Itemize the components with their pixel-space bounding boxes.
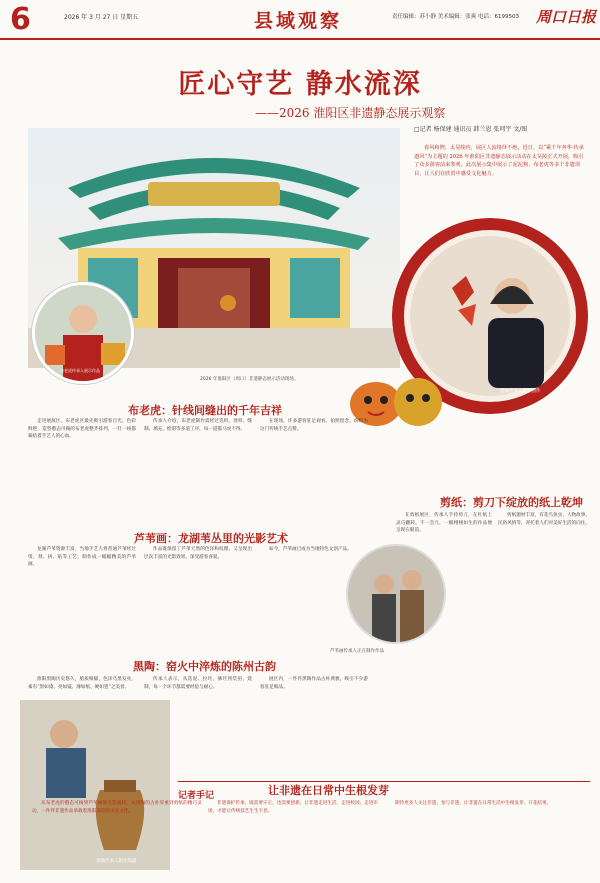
intro-paragraph: 春风和煦，太昊陵内，展区人流络绎不绝。近日，以“乘千年奔华·传承遗风”为主题的 2026 年淮阳区非遗静态展示活动在太昊陵正式开展，吸引了众多游客前来参观。此次展示集中展示了泥泥狗、布老虎等多个非遗项目，让人们在欣赏中感受文化魅力。 (414, 145, 584, 177)
reed-photo-caption: 芦苇画传承人正在制作作品 (330, 649, 384, 654)
issue-date: 2026 年 3 月 27 日 星期五 (64, 14, 139, 21)
section-paragraph: 传承人表示，从选泥、拉坯、修坯到装窑、烧制，每一个环节都需要经验与耐心。 (144, 677, 252, 690)
section-paragraph: 龙湖芦苇资源丰富，当地手艺人将普通芦苇经过烫、刻、拼、贴等工艺，制作成一幅幅精美的芦苇画。 (28, 547, 136, 568)
section-heading-cloth-tiger: 布老虎：针线间缝出的千年吉祥 (128, 404, 282, 417)
pottery-photo-caption: 黑陶传承人制作陶器 (96, 859, 137, 864)
section-paragraph: 传承人介绍，布老虎制作需经过选料、剪样、缝制、填充、绘彩等多道工序，每一道都马虎不得。 (144, 419, 252, 432)
section-paragraph: 走进展演区，布老虎区最先吸引游客目光。色彩鲜艳、造型憨态可掬的布老虎整齐排列，一针一线都凝结着手艺人的心血。 (28, 419, 136, 440)
section-title: 县域观察 (253, 10, 342, 32)
byline: □记者 杨保建 通讯员 韩兰恩 张珂宇 文/图 (414, 126, 528, 133)
notes-paragraph: 从布老虎的憨态可掬到芦苇画的光影流转，从黑陶的古朴厚重到剪纸的精巧灵动，一件件非遗作品承载着淮阳深厚的历史文化。 (32, 801, 202, 814)
reporters-notes-label: 记者手记 (178, 791, 215, 801)
main-photo-caption: 2026 年淮阳区（周口）非遗静态展示活动现场。 (200, 377, 299, 382)
newspaper-logo: 周口日报 (536, 8, 597, 26)
section-heading-black-pottery: 黑陶：窑火中淬炼的陈州古韵 (133, 660, 276, 673)
section-paragraph: 在剪纸展区，传承人手持剪刀，在红纸上灵巧翻转，不一会儿，一幅栩栩如生的作品便呈现在眼前。 (396, 513, 492, 534)
section-heading-reed-painting: 芦苇画：龙湖苇丛里的光影艺术 (134, 532, 288, 545)
pottery-photo (20, 700, 170, 870)
notes-paragraph: 期待更多人关注非遗、参与非遗，让非遗在日常生活中生根发芽、开花结果。 (395, 801, 552, 806)
article-title: 匠心守艺 静水流深 (178, 69, 422, 100)
section-paragraph: 在现场，许多游客驻足观看、拍照留念，纷纷为这门传统手艺点赞。 (260, 419, 368, 432)
notes-paragraph: 非遗保护传承，既需要守正，也需要创新。让非遗走进生活、走进校园、走进市场，才能让传统技艺生生不息。 (208, 801, 378, 814)
circle-photo-caption: 剪纸传承人正在创作 (500, 389, 541, 394)
section-paragraph: 剪纸题材丰富，有花鸟鱼虫、人物故事、民俗风情等，寄托着人们对美好生活的向往。 (498, 513, 590, 526)
editor-credits: 责任编辑：苏小静 美术编辑：张爽 电话：6199503 (392, 14, 519, 20)
article-subtitle: ——2026 淮阳区非遗静态展示观察 (255, 106, 446, 120)
section-heading-papercut: 剪纸：剪刀下绽放的纸上乾坤 (440, 496, 583, 509)
artisan-inset-illustration (35, 285, 131, 381)
section-paragraph: 展区内，一件件黑陶作品古朴典雅，吸引不少游客驻足细品。 (260, 677, 368, 690)
section-heading-daily-life: 让非遗在日常中生根发芽 (268, 784, 389, 797)
page-number: 6 (10, 2, 31, 37)
section-paragraph: 淮阳黑陶历史悠久，胎质细腻，色泽乌黑发亮，素有“黑如漆、亮如镜、薄如纸、硬如瓷”之美誉。 (28, 677, 136, 690)
section-paragraph: 如今，芦苇画已成为当地特色文创产品。 (269, 547, 352, 552)
pottery-illustration (20, 700, 170, 870)
inset-caption: 布老虎传承人展示作品 (60, 368, 100, 373)
section-paragraph: 作品既保留了芦苇天然的色泽和纹理，又呈现出层次丰富的光影效果，深受游客喜爱。 (144, 547, 252, 560)
